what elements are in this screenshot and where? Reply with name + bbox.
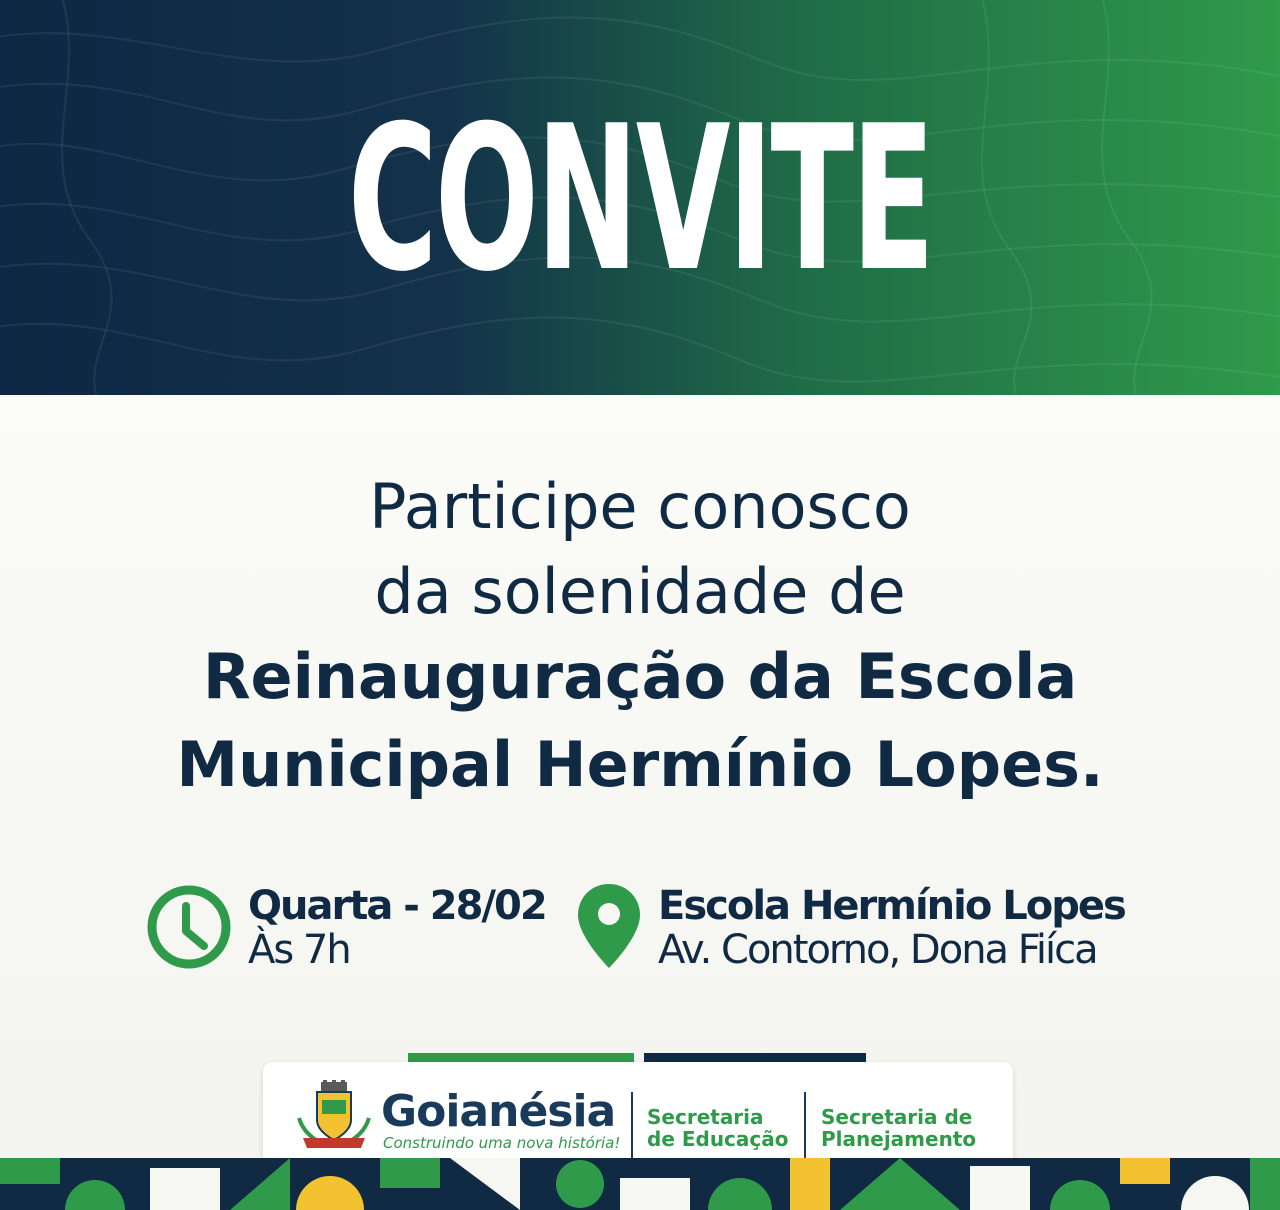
event-place-block — [658, 884, 1125, 972]
event-date-block — [248, 884, 546, 972]
divider — [631, 1092, 633, 1160]
brand-name: Goianésia — [381, 1086, 616, 1137]
geometric-pattern-footer — [0, 1158, 1280, 1210]
department-planning-line2: Planejamento — [821, 1127, 977, 1151]
department-education — [647, 1106, 789, 1150]
event-date: Quarta - 28/02 — [248, 883, 546, 929]
location-pin-icon — [576, 882, 642, 970]
message-line-1: Participe conosco — [369, 470, 911, 543]
divider — [804, 1092, 806, 1160]
event-place: Escola Hermínio Lopes — [658, 883, 1125, 929]
brand-slogan: Construindo uma nova história! — [383, 1134, 621, 1152]
message-line-3: Reinauguração da Escola — [202, 640, 1078, 713]
event-address: Av. Contorno, Dona Fiíca — [658, 927, 1097, 973]
department-planning — [821, 1106, 976, 1150]
header-banner — [0, 0, 1280, 395]
message-line-4: Municipal Hermínio Lopes. — [176, 728, 1104, 801]
page-title: CONVITE — [347, 83, 933, 316]
message-line-2: da solenidade de — [374, 555, 906, 628]
department-planning-line1: Secretaria de — [821, 1105, 973, 1129]
city-crest-icon — [295, 1080, 373, 1152]
department-education-line2: de Educação — [647, 1127, 789, 1151]
department-education-line1: Secretaria — [647, 1105, 764, 1129]
clock-icon — [146, 884, 232, 970]
footer-logos-card — [263, 1062, 1013, 1168]
event-time: Às 7h — [248, 927, 350, 973]
